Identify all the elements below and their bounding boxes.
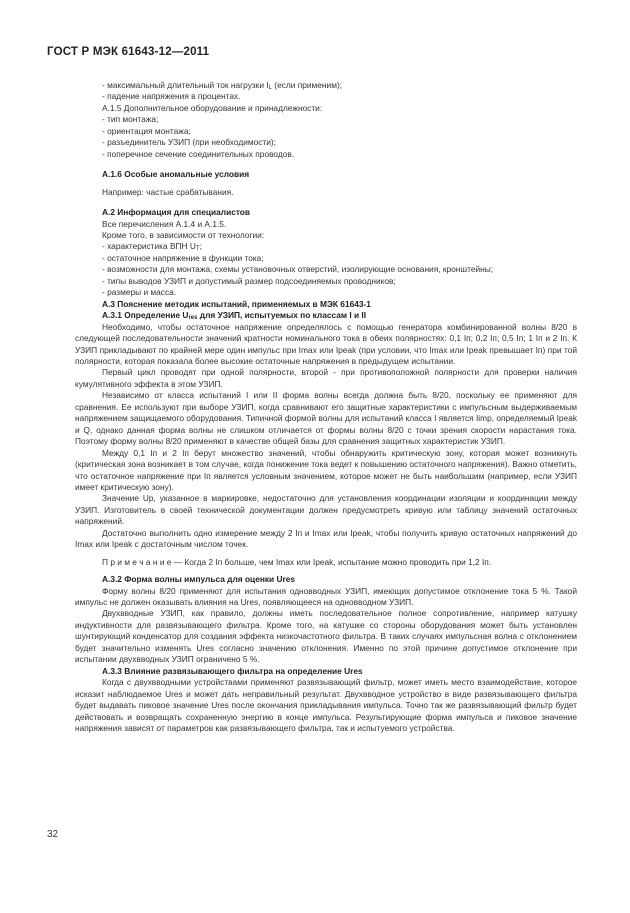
- paragraph-5: Значение Up, указанное в маркировке, недостаточно для установления координации изоляции и координации между УЗИП. Изготовитель в своей технической документации должен предусмотреть кривую или таблицу значений остаточных напряжений.: [75, 493, 577, 527]
- section-heading-a33: А.3.3 Влияние развязывающего фильтра на определение Ures: [102, 665, 363, 676]
- paragraph-3: Независимо от класса испытаний I или II форма волны всегда должна быть 8/20, поскольку ее применяют для сравнения. Ее используют при выборе УЗИП, когда сравнивают его защитные характеристики с импульсным выдерживаемым напряжением защищаемого оборудования. Типичной формой волны для испытаний класса I является Iimp, определяемый Ipeak и Q, однако данная форма волны не слишком отличается от формы волны 8/20 с точки зрения скорости нарастания тока. Поэтому форму волны 8/20 применяют в качестве общей базы для сравнения защитных характеристик УЗИП.: [75, 390, 578, 447]
- list-item: - остаточное напряжение в функции тока;: [102, 252, 264, 263]
- list-item: - падение напряжения в процентах.: [102, 91, 241, 102]
- paragraph-6: Достаточно выполнить одно измерение между 2 Iп и Imax или Ipeak, чтобы получить кривую остаточных напряжений до Imax или Ipeak с достаточным числом точек.: [75, 527, 577, 550]
- text-line: Все перечисления А.1.4 и А.1.5.: [102, 218, 227, 229]
- list-item: - возможности для монтажа, схемы установочных отверстий, изолирующие основания, кронштейны;: [102, 264, 494, 275]
- section-heading-a31: А.3.1 Определение $U_{res}$ для УЗИП, испытуемых по классам I и II: [102, 310, 367, 322]
- paragraph-4: Между 0,1 Iп и 2 Iп берут множество значений, чтобы обнаружить критическую зону, которая может возникнуть (критическая зона возникает в том случае, когда понижение тока ведет к повышению остаточного напряжения). Важно отметить, что остаточное напряжение при Iп является условным значением, которое может не быть наибольшим (например, если УЗИП имеет критическую зону).: [75, 447, 577, 492]
- section-heading-a32: А.3.2 Форма волны импульса для оценки Ures: [102, 574, 296, 585]
- list-item: - тип монтажа;: [102, 114, 159, 125]
- page-number: 32: [47, 829, 59, 840]
- list-item: - максимальный длительный ток нагрузки $I_L$ (если применим);: [102, 80, 343, 91]
- list-item: - разъединитель УЗИП (при необходимости);: [102, 137, 276, 148]
- paragraph-2: Первый цикл проводят при одной полярности, второй - при противоположной полярности для проверки наличия кумулятивного эффекта в этом УЗИП.: [75, 367, 577, 389]
- text-line: Кроме того, в зависимости от технологии:: [102, 229, 265, 240]
- list-item: - поперечное сечение соединительных проводов.: [102, 148, 295, 159]
- example-line: Например: частые срабатывания.: [102, 186, 234, 197]
- list-item: - типы выводов УЗИП и допустимый размер подсоединяемых проводников;: [102, 275, 396, 286]
- paragraph-8: Двухвводные УЗИП, как правило, должны иметь последовательное полное сопротивление, например катушку индуктивности для развязывающего фильтра. Кроме того, на катушке со стороны оборудования может быть установлен шунтирующий конденсатор для создания эффекта низкочастотного фильтра. В таких случаях импульсная волна с отклонением будет значительно изменять Ures согласно значению отклонения. Именно по этой причине допустимое отклонение при испытании двухвводных УЗИП ограничено 5 %.: [75, 608, 577, 665]
- document-header: ГОСТ Р МЭК 61643-12—2011: [47, 46, 210, 58]
- section-heading-a16: А.1.6 Особые аномальные условия: [102, 169, 250, 180]
- section-line: А.1.5 Дополнительное оборудование и принадлежности:: [102, 102, 323, 113]
- paragraph-1: Необходимо, чтобы остаточное напряжение определялось с помощью генератора комбинированной волны 8/20 в следующей последовательности значений кратности номинального тока в обеих полярностях: 0,1 Iп; 0,2 Iп; 0,5 Iп; 1 Iп и 2 Iп. К УЗИП прикладывают по крайней мере один импульс при Imax или Ipeak (при условии, что Imax или Ipeak превышает Iп) при той полярности, которая показала более высокие остаточные напряжения в предыдущем испытании.: [75, 321, 577, 366]
- paragraph-9: Когда с двухвводными устройствами применяют развязывающий фильтр, может иметь место взаимодействие, которое исказит наблюдаемое Ures и может дать неправильный результат. Двухвводное устройство в виде развязывающего фильтра будет выдавать пиковое значение Ures после окончания прикладывания импульса. Точно так же развязывающий фильтр будет действовать и возвращать сохраненную энергию в конце импульса. Результирующие форма импульса и пиковое значение напряжения зависят от параметров как развязывающего фильтра, так и испытуемого устройства.: [75, 677, 577, 734]
- list-item: - характеристика ВПН $U_T$;: [102, 241, 202, 253]
- document-body: [75, 80, 577, 734]
- note: П р и м е ч а н и е — Когда 2 Iп больше, чем Imax или Ipeak, испытание можно проводить при 1,2 Iп.: [102, 556, 492, 567]
- paragraph-7: Форму волны 8/20 применяют для испытания одновводных УЗИП, имеющих допустимое отклонение тока 5 %. Такой импульс не должен оказывать влияния на Ures, появляющееся на одновводном УЗИП.: [75, 585, 577, 608]
- section-heading-a2: А.2 Информация для специалистов: [102, 207, 251, 218]
- section-heading-a3: А.3 Пояснение методик испытаний, применяемых в МЭК 61643-1: [102, 298, 371, 309]
- list-item: - размеры и масса.: [102, 287, 177, 298]
- list-item: - ориентация монтажа;: [102, 125, 191, 136]
